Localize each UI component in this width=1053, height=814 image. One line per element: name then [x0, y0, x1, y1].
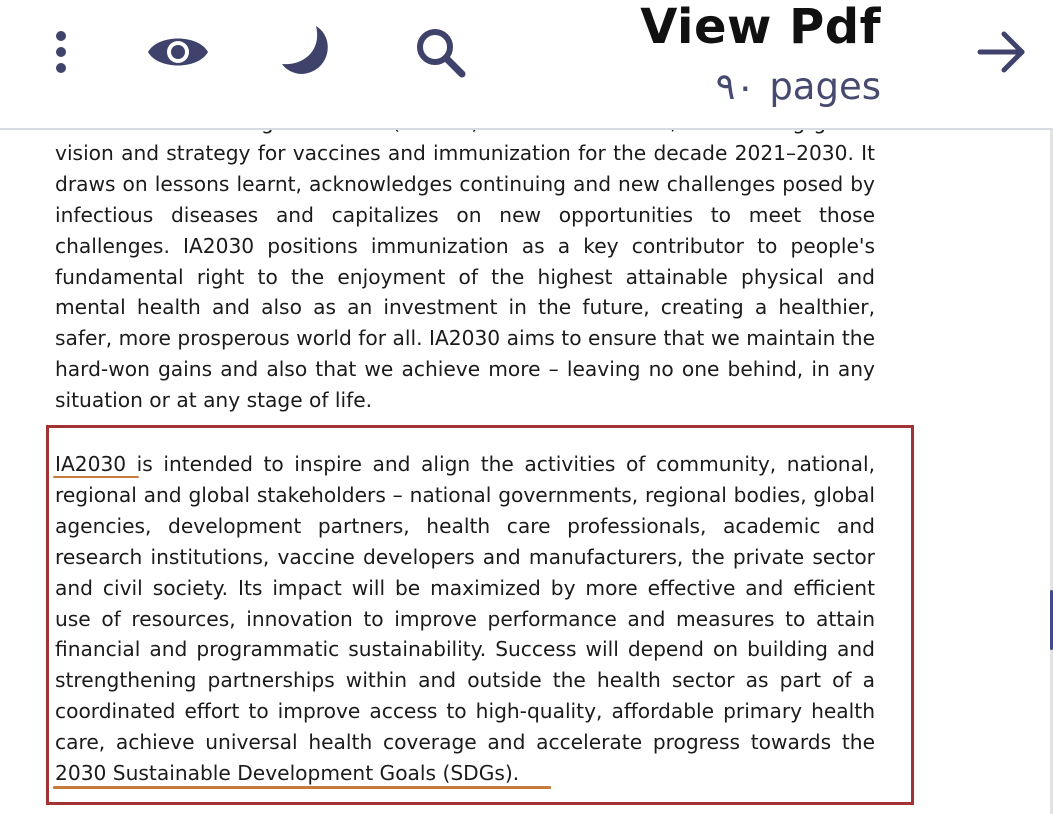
page-count-number: ٩٠: [715, 65, 756, 108]
page-title: View Pdf: [640, 0, 881, 55]
paragraph-intro: vision and strategy for vaccines and immunization for the decade 2021–2030. It draws on lessons learnt, acknowledges continuing and new challenges posed by infectious diseases and capitalizes on new opportunities to meet those challenges. IA2030 positions immunization as a key contributor to people's fundamental right to the enjoyment of the highest attainable physical and mental health and also as an investment in the future, creating a healthier, safer, more prosperous world for all. IA2030 aims to ensure that we maintain the hard-won gains and also that we achieve more – leaving no one behind, in any situation or at any stage of life.: [55, 140, 875, 413]
underline-annotation: [53, 786, 551, 789]
moon-icon[interactable]: [280, 22, 336, 78]
toolbar: [0, 0, 1053, 130]
page-count-label: pages: [769, 65, 881, 108]
eye-icon[interactable]: [146, 28, 210, 76]
title-block: [640, 0, 881, 110]
more-vertical-icon[interactable]: [50, 28, 72, 76]
paragraph-highlighted: IA2030 is intended to inspire and align the activities of community, national, regional and global stakeholders – national governments, regional bodies, global agencies, development partners, health care professionals, academic and research institutions, vaccine developers and manufacturers, the private sector and civil society. Its impact will be maximized by more effective and efficient use of resources, innovation to improve performance and measures to attain financial and programmatic sustainability. Success will depend on building and strengthening partnerships within and outside the health sector as part of a coordinated effort to improve access to high-quality, affordable primary health care, achieve universal health coverage and accelerate progress towards the 2030 Sustainable Development Goals (SDGs).: [55, 452, 875, 786]
search-icon[interactable]: [414, 26, 466, 78]
page-count: [640, 64, 881, 110]
arrow-right-icon[interactable]: [974, 26, 1030, 78]
underline-annotation: [53, 476, 139, 478]
